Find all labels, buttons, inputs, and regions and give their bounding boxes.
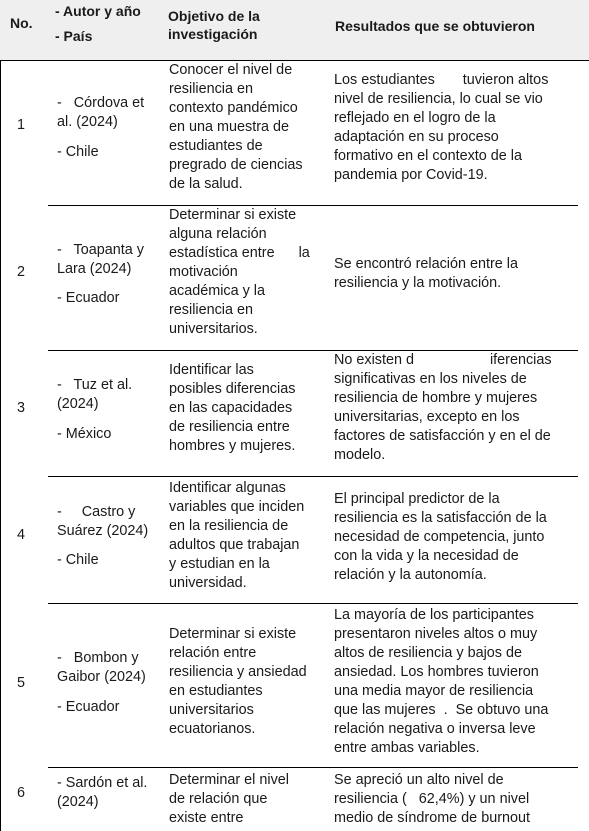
- pais-cell: - Chile: [57, 144, 99, 160]
- resultados-cell: Se encontró relación entre la: [334, 256, 518, 272]
- objetivo-cell: de relación que: [169, 791, 268, 807]
- objetivo-cell: Conocer el nivel de: [169, 62, 293, 78]
- resultados-cell: adaptación en su proceso: [334, 129, 499, 145]
- pais-cell: - Ecuador: [57, 699, 120, 715]
- resultados-cell: altos de resiliencia y bajos de: [334, 645, 522, 661]
- autor-cell: - Bombon y: [57, 650, 139, 666]
- autor-cell: Suárez (2024): [57, 523, 149, 539]
- objetivo-cell: estadística entre la: [169, 245, 310, 261]
- autor-cell: - Sardón et al.: [57, 775, 148, 791]
- objetivo-cell: Identificar algunas: [169, 480, 286, 496]
- objetivo-cell: en las capacidades: [169, 400, 293, 416]
- objetivo-cell: ecuatorianos.: [169, 721, 256, 737]
- resultados-cell: factores de satisfacción y en el de: [334, 428, 551, 444]
- autor-cell: - Toapanta y: [57, 242, 144, 258]
- resultados-cell: Los estudiantes tuvieron altos: [334, 72, 549, 88]
- objetivo-cell: resiliencia en: [169, 81, 253, 97]
- row-divider: [48, 767, 578, 768]
- row-number: 1: [17, 117, 26, 133]
- resultados-cell: significativas en los niveles de: [334, 371, 527, 387]
- autor-cell: - Castro y: [57, 504, 136, 520]
- objetivo-cell: de resiliencia entre: [169, 419, 290, 435]
- resultados-cell: relación y la autonomía.: [334, 567, 487, 583]
- row-divider: [48, 603, 578, 604]
- resultados-cell: relación negativa o inversa leve: [334, 721, 536, 737]
- objetivo-cell: universitarios: [169, 702, 254, 718]
- resultados-cell: medio de síndrome de burnout: [334, 810, 530, 826]
- header-autor-line1: - Autor y año: [55, 3, 141, 19]
- objetivo-cell: motivación: [169, 264, 238, 280]
- autor-cell: - Tuz et al.: [57, 377, 133, 393]
- objetivo-cell: adultos que trabajan: [169, 537, 300, 553]
- resultados-cell: Se apreció un alto nivel de: [334, 772, 504, 788]
- pais-cell: - Chile: [57, 552, 99, 568]
- resultados-cell: formativo en el contexto de la: [334, 148, 522, 164]
- objetivo-cell: en la resiliencia de: [169, 518, 289, 534]
- resultados-cell: resiliencia es la satisfacción de la: [334, 510, 547, 526]
- autor-cell: - Córdova et: [57, 95, 145, 111]
- resultados-cell: resiliencia de hombre y mujeres: [334, 390, 538, 406]
- resultados-cell: pandemia por Covid-19.: [334, 167, 488, 183]
- row-number: 6: [17, 785, 26, 801]
- objetivo-cell: en una muestra de: [169, 119, 290, 135]
- objetivo-cell: de la salud.: [169, 176, 243, 192]
- objetivo-cell: académica y la: [169, 283, 265, 299]
- resultados-cell: ansiedad. Los hombres tuvieron: [334, 664, 539, 680]
- row-number: 5: [17, 675, 26, 691]
- objetivo-cell: variables que inciden: [169, 499, 305, 515]
- objetivo-cell: Determinar si existe: [169, 626, 297, 642]
- autor-cell: Lara (2024): [57, 261, 132, 277]
- resultados-cell: entre ambas variables.: [334, 740, 480, 756]
- objetivo-cell: resiliencia en: [169, 302, 253, 318]
- header-no: No.: [10, 15, 33, 31]
- autor-cell: al. (2024): [57, 114, 118, 130]
- objetivo-cell: hombres y mujeres.: [169, 438, 296, 454]
- row-divider: [48, 476, 578, 477]
- objetivo-cell: contexto pandémico: [169, 100, 298, 116]
- header-objetivo-line2: investigación: [168, 26, 258, 42]
- row-number: 4: [17, 527, 26, 543]
- resultados-cell: con la vida y la necesidad de: [334, 548, 519, 564]
- objetivo-cell: posibles diferencias: [169, 381, 296, 397]
- autor-cell: Gaibor (2024): [57, 669, 146, 685]
- row-divider: [0, 60, 589, 61]
- autor-cell: (2024): [57, 396, 99, 412]
- objetivo-cell: existe entre: [169, 810, 244, 826]
- row-number: 3: [17, 400, 26, 416]
- resultados-cell: presentaron niveles altos o muy: [334, 626, 538, 642]
- header-autor-line2: - País: [55, 28, 93, 44]
- row-number: 2: [17, 264, 26, 280]
- objetivo-cell: relación entre: [169, 645, 257, 661]
- resultados-cell: reflejado en el logro de la: [334, 110, 496, 126]
- header-objetivo-line1: Objetivo de la: [168, 8, 260, 24]
- objetivo-cell: y estudian en la: [169, 556, 270, 572]
- objetivo-cell: en estudiantes: [169, 683, 263, 699]
- pais-cell: - México: [57, 426, 112, 442]
- row-divider: [48, 205, 578, 206]
- objetivo-cell: Identificar las: [169, 362, 254, 378]
- resultados-cell: que las mujeres . Se obtuvo una: [334, 702, 549, 718]
- objetivo-cell: estudiantes de: [169, 138, 263, 154]
- objetivo-cell: Determinar si existe: [169, 207, 297, 223]
- resultados-cell: necesidad de competencia, junto: [334, 529, 545, 545]
- header-resultados: Resultados que se obtuvieron: [335, 18, 535, 34]
- objetivo-cell: universitarios.: [169, 321, 258, 337]
- table-header: [0, 0, 589, 60]
- pais-cell: - Ecuador: [57, 290, 120, 306]
- resultados-cell: resiliencia ( 62,4%) y un nivel: [334, 791, 530, 807]
- objetivo-cell: pregrado de ciencias: [169, 157, 303, 173]
- resultados-cell: El principal predictor de la: [334, 491, 500, 507]
- resultados-cell: resiliencia y la motivación.: [334, 275, 502, 291]
- objetivo-cell: alguna relación: [169, 226, 267, 242]
- resultados-cell: modelo.: [334, 447, 386, 463]
- objetivo-cell: universidad.: [169, 575, 247, 591]
- resultados-cell: una media mayor de resiliencia: [334, 683, 534, 699]
- objetivo-cell: Determinar el nivel: [169, 772, 289, 788]
- autor-cell: (2024): [57, 794, 99, 810]
- resultados-cell: La mayoría de los participantes: [334, 607, 534, 623]
- resultados-cell: universitarias, excepto en los: [334, 409, 520, 425]
- table-left-border: [0, 60, 1, 831]
- resultados-cell: nivel de resiliencia, lo cual se vio: [334, 91, 543, 107]
- resultados-cell: No existen d iferencias: [334, 352, 552, 368]
- objetivo-cell: resiliencia y ansiedad: [169, 664, 307, 680]
